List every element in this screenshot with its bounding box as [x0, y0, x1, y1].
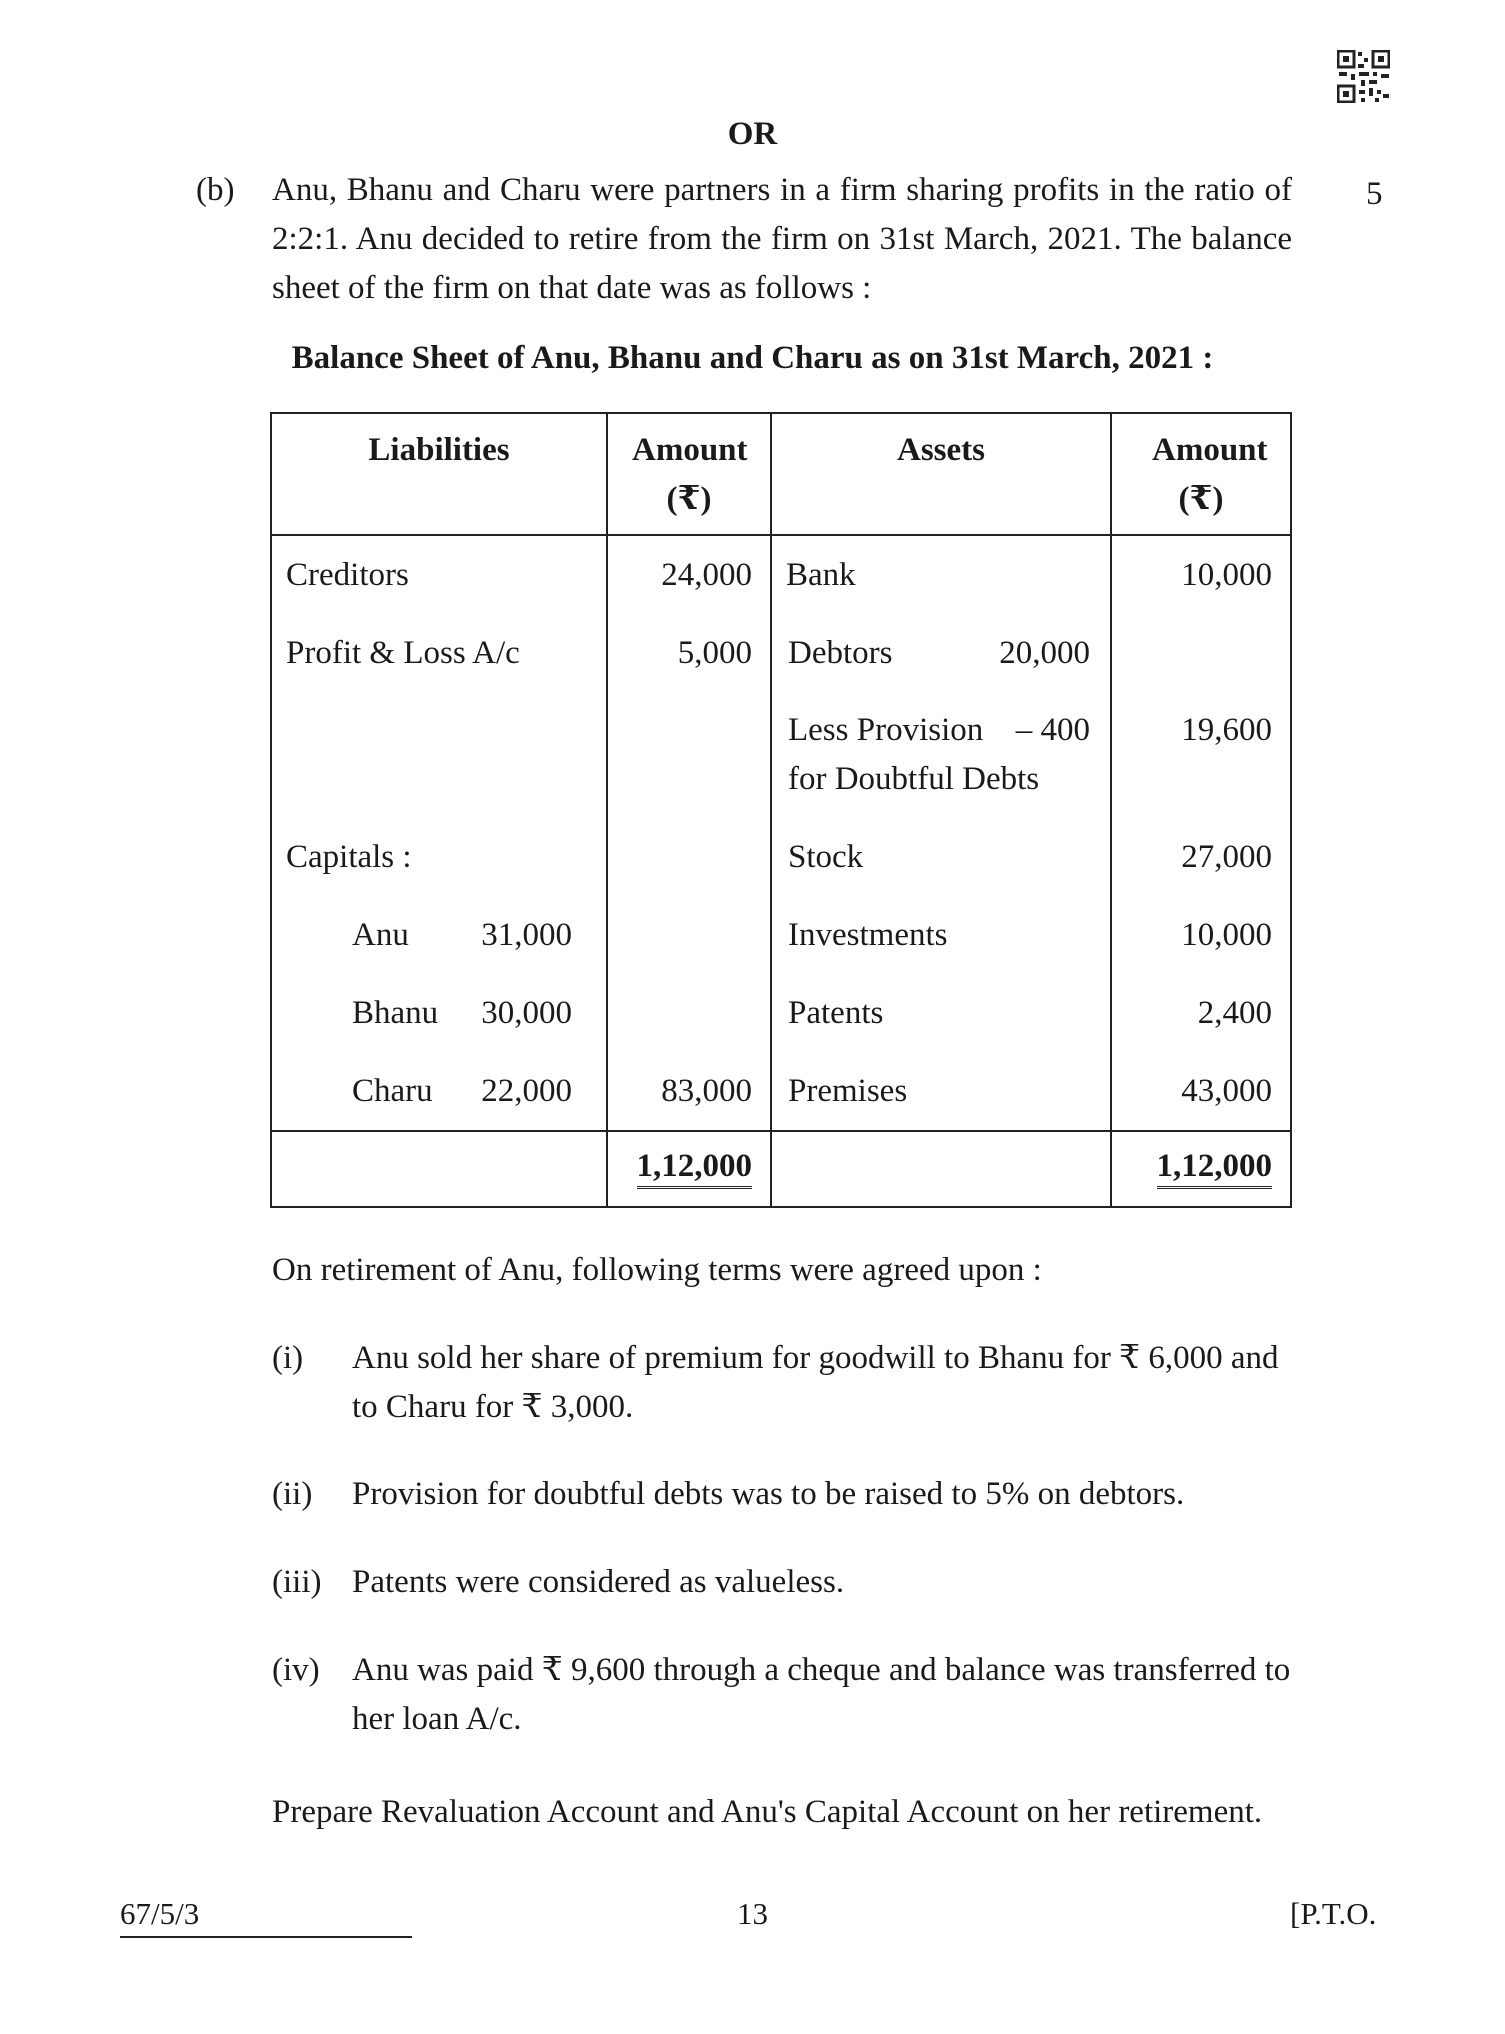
capital-amount: 31,000: [481, 917, 572, 953]
term-text: Anu was paid ₹ 9,600 through a cheque and balance was transferred to her loan A/c.: [352, 1652, 1291, 1737]
qr-code-icon: [1337, 50, 1390, 103]
premises-amount: 43,000: [1181, 1073, 1272, 1109]
total-empty-cell: [271, 1131, 607, 1207]
provision-label-1: Less Provision: [788, 712, 984, 748]
term-label: (ii): [272, 1476, 313, 1512]
assets-total: 1,12,000: [1157, 1148, 1273, 1189]
table-header-row: [271, 413, 1291, 535]
or-label: OR: [727, 116, 778, 152]
capital-name: Anu: [352, 917, 409, 953]
investments-amount: 10,000: [1181, 917, 1272, 953]
assets-amount-column: [1111, 535, 1291, 1131]
creditors-label: Creditors: [286, 557, 409, 593]
table-total-row: [271, 1131, 1291, 1207]
capital-amount: 30,000: [481, 995, 572, 1031]
provision-inner-amount: – 400: [1015, 712, 1090, 748]
stock-amount: 27,000: [1181, 839, 1272, 875]
patents-label: Patents: [788, 995, 884, 1031]
balance-sheet-table: [270, 412, 1292, 1208]
investments-label: Investments: [788, 917, 948, 953]
term-label: (iii): [272, 1564, 322, 1600]
question-text: Anu, Bhanu and Charu were partners in a firm sharing profits in the ratio of 2:2:1. Anu decided to retire from the firm on 31st March, 2021. The balance sheet of the firm on that date was as follows :: [272, 172, 1292, 306]
assets-column: [771, 535, 1111, 1131]
amount-spacer: [608, 818, 770, 896]
liabilities-column: [271, 535, 607, 1131]
balance-sheet-caption: Balance Sheet of Anu, Bhanu and Charu as on 31st March, 2021 :: [291, 340, 1214, 376]
question-label: (b): [196, 172, 235, 208]
bank-label: Bank: [786, 557, 856, 593]
liabilities-total-cell: [607, 1131, 771, 1207]
header-assets: Assets: [771, 413, 1111, 535]
amount-spacer: [608, 692, 770, 818]
capital-name: Bhanu: [352, 995, 439, 1031]
premises-label: Premises: [788, 1073, 908, 1109]
capital-row: [272, 1052, 606, 1130]
header-amount-assets: Amount (₹): [1111, 413, 1291, 535]
term-label: (iv): [272, 1652, 320, 1688]
debtors-inner-amount: 20,000: [999, 635, 1090, 671]
table-body-row: [271, 535, 1291, 1131]
question-marks: 5: [1366, 176, 1383, 212]
header-amount-liabilities: Amount (₹): [607, 413, 771, 535]
capitals-total-amount: 83,000: [661, 1073, 752, 1109]
provision-block: [772, 692, 1110, 818]
provision-row: [772, 706, 1110, 755]
patents-amount: 2,400: [1197, 995, 1272, 1031]
amount-spacer: [608, 896, 770, 974]
pto-label: [P.T.O.: [1290, 1896, 1377, 1931]
term-label: (i): [272, 1340, 304, 1376]
capitals-label: Capitals :: [286, 839, 412, 875]
bank-amount: 10,000: [1181, 557, 1272, 593]
paper-code: 67/5/3: [120, 1892, 412, 1938]
debtors-label: Debtors: [788, 635, 893, 671]
capital-amount: 22,000: [481, 1073, 572, 1109]
term-text: Patents were considered as valueless.: [352, 1564, 845, 1600]
liabilities-total: 1,12,000: [637, 1148, 753, 1189]
amount-spacer: [608, 974, 770, 1052]
term-text: Provision for doubtful debts was to be raised to 5% on debtors.: [352, 1476, 1185, 1512]
page-number: 13: [737, 1896, 768, 1931]
stock-label: Stock: [788, 839, 864, 875]
creditors-amount: 24,000: [661, 557, 752, 593]
liabilities-amount-column: [607, 535, 771, 1131]
terms-intro: On retirement of Anu, following terms were agreed upon :: [272, 1252, 1042, 1288]
amount-spacer: [1112, 614, 1290, 692]
capital-row: [272, 896, 606, 974]
liabilities-spacer: [272, 692, 606, 818]
instruction-text: Prepare Revaluation Account and Anu's Capital Account on her retirement.: [272, 1794, 1263, 1830]
capital-row: [272, 974, 606, 1052]
pl-label: Profit & Loss A/c: [286, 635, 520, 671]
provision-label-2: for Doubtful Debts: [788, 761, 1040, 797]
capital-name: Charu: [352, 1073, 433, 1109]
header-liabilities: Liabilities: [271, 413, 607, 535]
pl-amount: 5,000: [677, 635, 752, 671]
provision-net-amount: 19,600: [1181, 712, 1272, 748]
provision-row-2: [772, 755, 1110, 804]
debtors-row: [772, 614, 1110, 692]
term-text: Anu sold her share of premium for goodwill to Bhanu for ₹ 6,000 and to Charu for ₹ 3,000.: [352, 1340, 1279, 1425]
assets-total-cell: [1111, 1131, 1291, 1207]
total-empty-cell: [771, 1131, 1111, 1207]
